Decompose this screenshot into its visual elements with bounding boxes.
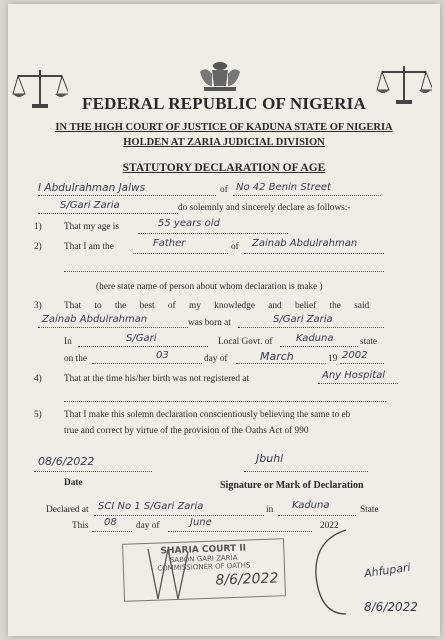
dotted-line xyxy=(244,470,368,472)
dotted-line xyxy=(236,362,326,364)
declared-year: 2022 xyxy=(320,521,339,531)
in-label: In xyxy=(64,337,72,347)
solemn-text-line1: That I make this solemn declaration conscientiously believing the same to eb xyxy=(64,410,351,420)
coat-of-arms-icon xyxy=(196,60,244,94)
year-prefix: 19 xyxy=(328,354,338,364)
declared-month: June xyxy=(190,517,212,528)
state-value: Kaduna xyxy=(296,333,334,344)
declarant-address: No 42 Benin Street xyxy=(236,182,331,193)
declaration-heading: STATUTORY DECLARATION OF AGE xyxy=(122,162,326,174)
lga-label: Local Govt. of xyxy=(218,337,273,347)
signature-label: Signature or Mark of Declaration xyxy=(220,480,364,491)
date-label: Date xyxy=(64,478,83,488)
on-the-label: on the xyxy=(64,354,87,364)
stamp-date: 8/6/2022 xyxy=(215,570,279,589)
dotted-line xyxy=(38,194,216,196)
commissioner-date: 8/6/2022 xyxy=(364,600,418,614)
day-of-label: day of xyxy=(136,521,160,531)
relation-label: That I am the xyxy=(64,242,114,252)
in-label: in xyxy=(266,505,274,515)
dotted-line xyxy=(64,270,384,272)
declared-day: 08 xyxy=(104,517,117,528)
declarant-address-line2: S/Gari Zaria xyxy=(60,200,120,211)
dotted-line xyxy=(244,252,384,254)
dotted-line xyxy=(318,382,398,384)
person-name: Zainab Abdulrahman xyxy=(252,238,358,249)
dotted-line xyxy=(78,345,208,347)
dotted-line xyxy=(280,345,358,347)
registration-place: Any Hospital xyxy=(322,370,386,381)
declaration-document xyxy=(8,4,440,636)
birth-day: 03 xyxy=(156,350,169,361)
birth-place: S/Gari Zaria xyxy=(273,314,333,325)
item-number: 1) xyxy=(34,222,42,232)
dotted-line xyxy=(133,252,228,254)
scribble-mark-icon xyxy=(138,544,198,604)
dotted-line xyxy=(92,530,132,532)
lga-value: S/Gari xyxy=(126,333,157,344)
age-value: 55 years old xyxy=(158,218,220,229)
stamp-line3: COMMISSIONER OF OATHS xyxy=(157,561,251,573)
dotted-line xyxy=(278,514,356,516)
dotted-line xyxy=(38,326,188,328)
item-number: 4) xyxy=(34,374,42,384)
born-at-label: was born at xyxy=(188,318,231,328)
document-title: FEDERAL REPUBLIC OF NIGERIA xyxy=(82,94,366,113)
stamp-line1: SHARIA COURT II xyxy=(160,543,247,557)
dotted-line xyxy=(340,362,384,364)
this-label: This xyxy=(72,521,89,531)
birth-year: 2002 xyxy=(342,350,368,361)
court-name: IN THE HIGH COURT OF JUSTICE OF KADUNA STATE OF NIGERIA xyxy=(55,122,393,133)
item-number: 5) xyxy=(34,410,42,420)
dotted-line xyxy=(238,326,384,328)
birth-month: March xyxy=(260,350,294,363)
dotted-line xyxy=(233,194,381,196)
state-note: (here state name of person about whom declaration is make ) xyxy=(96,282,323,292)
signature-circle-icon xyxy=(306,526,366,618)
declarant-signature: Jbuhl xyxy=(256,452,284,465)
child-name: Zainab Abdulrahman xyxy=(42,314,148,325)
commissioner-signature: Ahfupari xyxy=(363,560,412,581)
declared-place: SCI No 1 S/Gari Zaria xyxy=(98,501,204,512)
dotted-line xyxy=(138,232,288,234)
knowledge-text: That to the best of my knowledge and belief the said xyxy=(64,301,370,311)
state-label: state xyxy=(360,337,378,347)
item-number: 3) xyxy=(34,301,42,311)
dotted-line xyxy=(168,530,312,532)
registration-text: That at the time his/her birth was not registered at xyxy=(64,374,250,384)
age-label: That my age is xyxy=(64,222,119,232)
declaration-date: 08/6/2022 xyxy=(38,455,95,468)
declare-text: do solemnly and sincerely declare as follows:- xyxy=(178,203,351,213)
stamp-line2: SABON GARI ZARIA xyxy=(169,553,238,565)
relation-value: Father xyxy=(153,238,186,249)
of-label: of xyxy=(231,242,239,252)
of-label: of xyxy=(220,185,228,195)
dotted-line xyxy=(64,400,386,402)
dotted-line xyxy=(34,470,152,472)
state-label: State xyxy=(360,505,379,515)
day-of-label: day of xyxy=(204,354,228,364)
item-number: 2) xyxy=(34,242,42,252)
dotted-line xyxy=(38,212,178,214)
dotted-line xyxy=(94,514,264,516)
dotted-line xyxy=(92,362,202,364)
judicial-division: HOLDEN AT ZARIA JUDICIAL DIVISION xyxy=(123,137,325,148)
declared-state: Kaduna xyxy=(292,500,330,511)
declared-at-label: Declared at xyxy=(46,505,89,515)
solemn-text-line2: true and correct by virtue of the provision of the Oaths Act of 990 xyxy=(64,426,309,436)
declarant-name: I Abdulrahman Jalws xyxy=(38,182,146,194)
